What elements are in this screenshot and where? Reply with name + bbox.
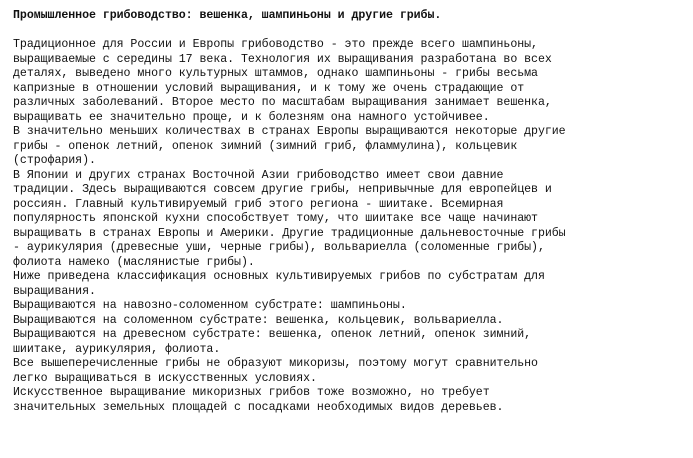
document-body <box>13 38 683 415</box>
text-line: - аурикулярия (древесные уши, черные грибы), вольвариелла (соломенные грибы), <box>13 241 545 254</box>
text-line: выращивать ее значительно проще, и к болезням она намного устойчивее. <box>13 110 490 124</box>
text-line: выращивать в странах Европы и Америки. Другие традиционные дальневосточные грибы <box>13 226 566 240</box>
text-line: капризные в отношении условий выращивания, и к тому же очень страдающие от <box>13 81 525 95</box>
text-line: различных заболеваний. Второе место по масштабам выращивания занимает вешенка, <box>13 96 552 109</box>
text-line: традиции. Здесь выращиваются совсем другие грибы, непривычные для европейцев и <box>13 183 552 196</box>
text-line: Традиционное для России и Европы грибоводство - это прежде всего шампиньоны, <box>13 38 538 51</box>
text-line: Выращиваются на навозно-соломенном субстрате: шампиньоны. <box>13 299 407 312</box>
text-line: Выращиваются на древесном субстрате: вешенка, опенок летний, опенок зимний, <box>13 328 532 341</box>
text-line: грибы - опенок летний, опенок зимний (зимний гриб, фламмулина), кольцевик <box>13 139 518 153</box>
text-line: (строфария). <box>13 154 96 167</box>
text-line: Все вышеперечисленные грибы не образуют микоризы, поэтому могут сравнительно <box>13 357 538 370</box>
document-title: Промышленное грибоводство: вешенка, шампиньоны и другие грибы. <box>13 9 442 22</box>
text-line: деталях, выведено много культурных штаммов, однако шампиньоны - грибы весьма <box>13 67 538 80</box>
blank-line <box>13 24 683 39</box>
text-line: В значительно меньших количествах в странах Европы выращиваются некоторые другие <box>13 125 566 138</box>
text-line: Выращиваются на соломенном субстрате: вешенка, кольцевик, вольвариелла. <box>13 313 504 327</box>
text-line: значительных земельных площадей с посадками необходимых видов деревьев. <box>13 400 504 414</box>
text-line: выращивания. <box>13 284 96 298</box>
text-line: Искусственное выращивание микоризных грибов тоже возможно, но требует <box>13 386 490 399</box>
text-line: выращиваемые с середины 17 века. Технология их выращивания разработана во всех <box>13 52 552 66</box>
text-line: популярность японской кухни способствует тому, что шиитаке все чаще начинают <box>13 212 538 225</box>
text-line: Ниже приведена классификация основных культивируемых грибов по субстратам для <box>13 270 545 283</box>
text-line: россиян. Главный культивируемый гриб этого региона - шиитаке. Всемирная <box>13 197 504 211</box>
text-line: шиитаке, аурикулярия, фолиота. <box>13 342 221 356</box>
text-line: фолиота намеко (маслянистые грибы). <box>13 255 255 269</box>
text-line: легко выращиваться в искусственных условиях. <box>13 371 317 385</box>
text-line: В Японии и других странах Восточной Азии грибоводство имеет свои давние <box>13 168 504 182</box>
